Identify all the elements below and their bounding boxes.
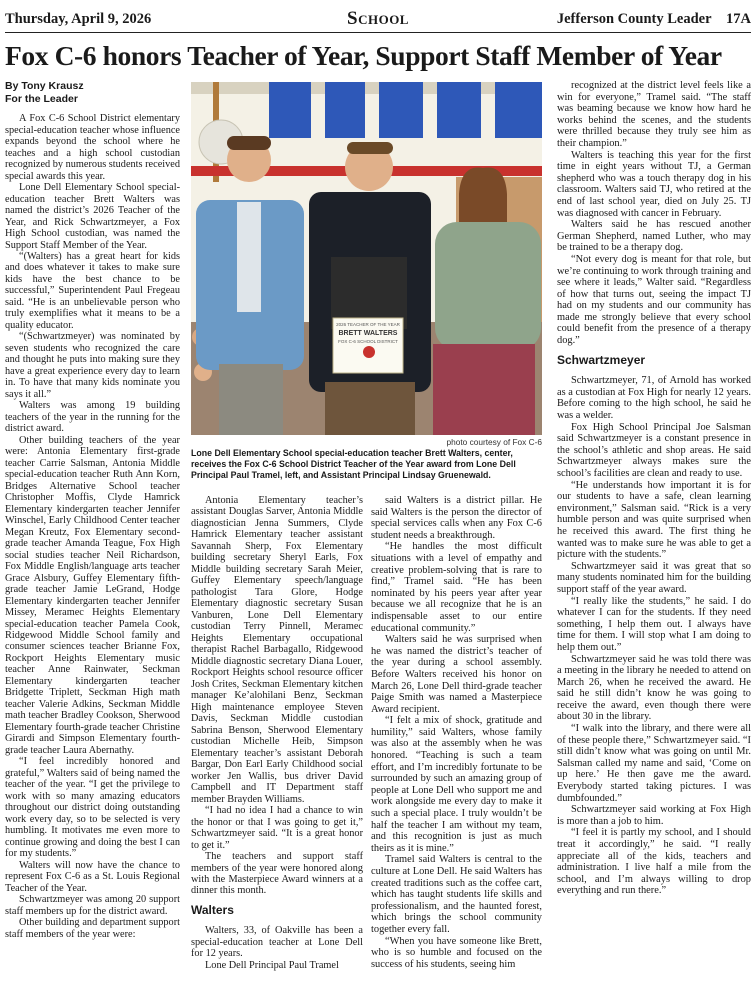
photo-caption: Lone Dell Elementary School special-education teacher Brett Walters, center, receives the Fox C-6 School District Teacher of the Year award from Lone Dell Principal Paul Tramel, left, and Assistant Principal Lindsay Gruenewald. (191, 448, 516, 480)
article-paragraph: recognized at the district level feels like a win for everyone,” Tramel said. “The staff was beaming because we know how hard he works behind the scenes, and the students were thrilled because they truly see him as their champion.” (557, 80, 751, 149)
article-paragraph: Fox High School Principal Joe Salsman said Schwartzmeyer is a constant presence in the school’s athletic and shop areas. He said Schwartzmeyer always makes sure the school’s facilities are clean and ready to use. (557, 421, 751, 479)
photo-illustration (191, 82, 542, 435)
article-paragraph: “I had no idea I had a chance to win the honor or that I was going to get it,” Schwartzmeyer said. “It is a great honor to get it.” (191, 805, 363, 851)
issue-date: Thursday, April 9, 2026 (5, 11, 152, 27)
schwartzmeyer-subhead: Schwartzmeyer (557, 352, 646, 367)
masthead-rule (5, 32, 751, 33)
article-paragraph: “I walk into the library, and there were all of these people there,” Schwartzmeyer said. “I still didn’t know what was going on until Mr. Salsman called my name and said, ‘Come on up here.’ He then gave me the award. Everybody started taking pictures. I was dumbfounded.” (557, 723, 751, 804)
walters-subhead: Walters (191, 902, 234, 917)
article-paragraph: Antonia Elementary teacher’s assistant Douglas Sarver, Antonia Middle diagnostician Jenna Summers, Clyde Hamrick Elementary teacher assistant Savannah Sherp, Fox Elementary building secretary Sheryl Earls, Fox Middle building secretary Sarah Meier, Guffey Elementary speech/language pathologist Tara Glore, Hodge Elementary diagnostic secretary Susan Vanburen, Lone Dell Elementary custodian Terry Pinnell, Meramec Heights Elementary occupational therapist Rachel Barbagallo, Ridgewood Middle diagnostic secretary Diana Louer, Rockport Heights school resource officer Josh Crites, Seckman Elementary kitchen manager Ke’alohilani Benz, Seckman High maintenance employee Steven Davis, Seckman Middle custodian Sabrina Benson, Sherwood Elementary custodian Michelle Heib, Simpson Elementary teacher’s assistant Deborah Bargar, Don Earl Early Childhood social worker Jen Wallis, bus driver David Campbell and IT Department staff member Brayden Williams. (191, 495, 363, 805)
article-paragraph: said Walters is a district pillar. He said Walters is the person the director of special services calls when any Fox C-6 student needs a breakthrough. (371, 495, 542, 541)
article-paragraph: “I feel incredibly honored and grateful,” Walters said of being named the teacher of the year. “I get the privilege to work with so many amazing educators throughout our district doing outstanding work every day, so to be selected is very humbling. It motivates me even more to continue growing and doing the best I can for my students.” (5, 756, 180, 860)
certificate-line-1: 2026 TEACHER OF THE YEAR (336, 322, 400, 327)
article-paragraph: “He handles the most difficult situations with a level of empathy and creative problem-solving that is rare to find,” Tramel said. “He has been nominated by his peers year after year because we all recognize that he is an indispensable asset to our entire educational community.” (371, 541, 542, 634)
article-paragraph: Other building and department support staff members of the year were: (5, 917, 180, 940)
col4-body (557, 80, 751, 347)
publication-name: Jefferson County Leader (556, 11, 712, 27)
col3-body (371, 495, 542, 970)
certificate-text (333, 322, 403, 344)
publication-and-page (557, 11, 751, 28)
article-paragraph: Lone Dell Principal Paul Tramel (205, 959, 339, 971)
article-paragraph: Lone Dell Elementary School special-education teacher Brett Walters was named the district’s 2026 Teacher of the Year, and Rick Schwartzmeyer, a Fox High School custodian, was named the Support Staff Member of the Year. (5, 182, 180, 251)
photo-credit: photo courtesy of Fox C-6 (446, 437, 542, 447)
article-photo (191, 82, 542, 435)
headline: Fox C-6 honors Teacher of Year, Support Staff Member of Year (5, 40, 722, 71)
article-paragraph: “I felt a mix of shock, gratitude and humility,” said Walters, whose family was also at the assembly when he was honored. “Teaching is such a team effort, and I’m incredibly fortunate to be surrounded by such an amazing group of people at Lone Dell who support me and work alongside me every day to make it such a special place. I truly wouldn’t be half the teacher I am without my team, and this recognition is just as much theirs as it is mine.” (371, 715, 542, 854)
certificate-name: BRETT WALTERS (338, 330, 398, 337)
byline (5, 80, 180, 105)
article-paragraph: Walters will now have the chance to represent Fox C-6 as a St. Louis Regional Teacher of the Year. (5, 859, 180, 894)
article-paragraph: Schwartzmeyer was among 20 support staff members up for the district award. (5, 894, 180, 917)
article-paragraph: Other building teachers of the year were: Antonia Elementary first-grade teacher Carrie Salsman, Antonia Middle special-education teacher Ruth Ann Korn, Bridges Alternative School teacher Christopher Moffis, Clyde Hamrick Elementary kindergarten teacher Jennifer Winschel, Early Childhood Center teacher Megan Kreutz, Fox Elementary second-grade teacher Amanda Teague, Fox High social studies teacher Neil Richardson, Fox Middle English/language arts teacher Grace Alsbury, Guffey Elementary fifth-grade teacher Jamie LeGrand, Hodge Elementary kindergarten teacher Jennifer Missey, Meramec Heights Elementary special-education teacher Pamela Cook, Ridgewood Middle School family and consumer sciences teacher Brianne Fox, Rockport Heights Elementary music teacher Anne Rainwater, Seckman Elementary kindergarten teacher Bridgette Triplett, Seckman High math teacher Valerie Adkins, Seckman Middle math teacher Bradley Cookson, Sherwood Elementary fourth-grade teacher Christine Girardi and Simpson Elementary fourth-grade teacher Laura Abernathy. (5, 434, 180, 756)
article-paragraph: “I feel it is partly my school, and I should treat it accordingly,” he said. “I really appreciate all of the kids, teachers and administration. I live half a mile from the school, and I’m always willing to drop everything and run there.” (557, 827, 751, 897)
col2-body-b (191, 925, 363, 971)
article-column-2 (191, 495, 363, 971)
article-paragraph: Schwartzmeyer said it was great that so many students nominated him for the building support staff of the year award. (557, 560, 751, 595)
article-paragraph: “Not every dog is meant for that role, but we’re continuing to work through training and see where it leads,” Walter said. “Regardless of how that turns out, seeing the impact TJ had on my students and our community has made me strongly believe that every school could benefit from the presence of a therapy dog.” (557, 253, 751, 347)
col2-body (191, 495, 363, 897)
article-paragraph: “I really like the students,” he said. I do whatever I can for the students. If they need something, I help them out. I always have time for them. I will stop what I am doing to help them out.” (557, 595, 751, 653)
certificate-line-2: FOX C-6 SCHOOL DISTRICT (338, 339, 398, 344)
article-paragraph: The teachers and support staff members of the year were honored along with the Masterpiece Award winners at a dinner this month. (191, 851, 363, 897)
byline-author: By Tony Krausz (5, 80, 84, 92)
masthead (5, 8, 751, 28)
section-name: School (347, 8, 409, 29)
page-number: 17A (726, 11, 751, 27)
article-paragraph: Walters said he has rescued another German Shepherd, named Luther, who may be trained to be a therapy dog. (557, 219, 751, 254)
article-paragraph: Schwartzmeyer said working at Fox High is more than a job to him. (557, 804, 751, 827)
article-paragraph: “(Schwartzmeyer) was nominated by seven students who recognized the care and thought he puts into making sure they have a great experience every day to learn in. To have that many kids nominate you says it all.” (5, 331, 180, 400)
article-column-1 (5, 80, 180, 940)
article-paragraph: “When you have someone like Brett, who is so humble and focused on the success of his students, seeing him (371, 935, 542, 970)
article-paragraph: Walters is teaching this year for the first time in eight years without TJ, a German shepherd who was a touch therapy dog in his classroom. Walters said TJ, who retired at the end of last school year, died on July 25. TJ was diagnosed with cancer in February. (557, 149, 751, 219)
article-paragraph: Walters said he was surprised when he was named the district’s teacher of the year during a school assembly. Before Walters received his honor on March 26, Lone Dell third-grade teacher Paige Smith was named a Masterpiece Award recipient. (371, 634, 542, 715)
article-paragraph: Tramel said Walters is central to the culture at Lone Dell. He said Walters has created traditions such as the coffee cart, which has taught students life skills and professionalism, and the haunted forest, which brings the school community together every fall. (371, 854, 542, 935)
col4-body-b (557, 375, 751, 897)
article-paragraph: Schwartzmeyer, 71, of Arnold has worked as a custodian at Fox High for nearly 12 years. Before coming to the high school, he said he was a welder. (557, 375, 751, 422)
article-paragraph: “He understands how important it is for our students to have a safe, clean learning environment,” Salsman said. “Rick is a very humble person and was quite surprised when he received this award. The first thing he wanted was to make sure he was able to get a picture with the students.” (557, 479, 751, 561)
article-paragraph: “(Walters) has a great heart for kids and does whatever it takes to make sure kids have the best chance to be successful,” Superintendent Paul Fregeau said. “He is an unbelievable person who truly exemplifies what it means to be a quality educator. (5, 251, 180, 331)
article-paragraph: Walters was among 19 building teachers of the year in the running for the district award. (5, 400, 180, 435)
byline-affiliation: For the Leader (5, 92, 78, 105)
article-column-3 (371, 495, 542, 970)
article-paragraph: Schwartzmeyer said he was told there was a meeting in the library he needed to attend on March 26, when he received the award. He said he still didn’t know he was going to receive the award, even though there were about 30 in the library. (557, 653, 751, 723)
article-column-4 (557, 80, 751, 897)
col1-body (5, 113, 180, 940)
article-paragraph: A Fox C-6 School District elementary special-education teacher whose influence expands beyond the school where he teaches and a high school custodian recognized by numerous students received special awards this year. (5, 113, 180, 182)
article-paragraph: Walters, 33, of Oakville has been a special-education teacher at Lone Dell for 12 years. (191, 925, 363, 960)
